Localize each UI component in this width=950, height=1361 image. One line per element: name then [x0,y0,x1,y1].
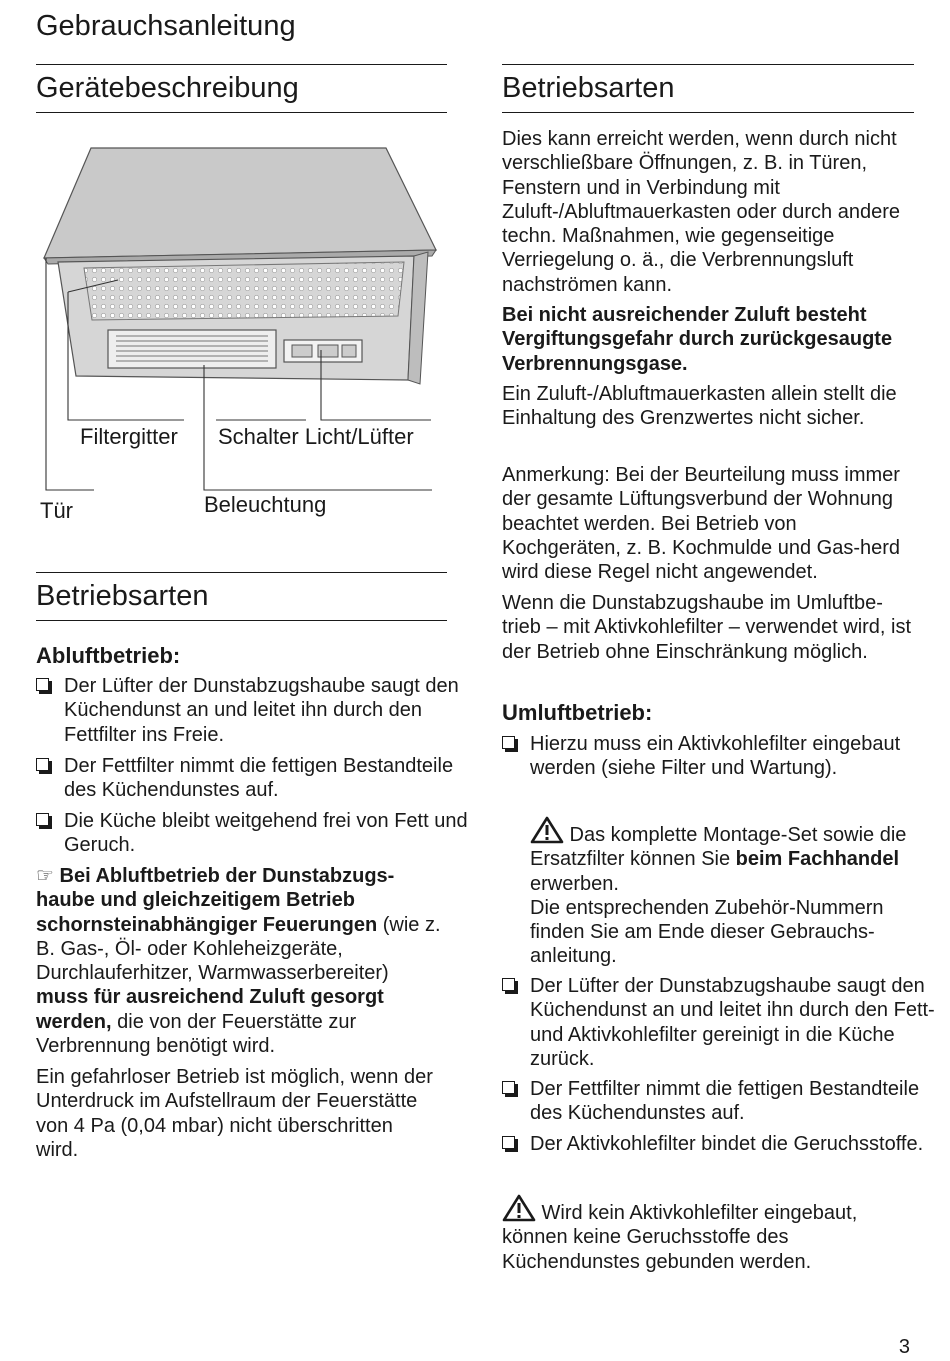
list-item: Der Lüfter der Dunstabzugshaube saugt den Küchendunst an und leitet ihn durch den Fettfilter ins Freie. [36,674,474,747]
paragraph-wall-box: Ein Zuluft-/Abluftmauerkasten allein stellt die Einhaltung des Grenzwertes nicht sicher. [502,383,897,430]
paragraph-safe-operation: Ein gefahrloser Betrieb ist möglich, wenn der Unterdruck im Aufstellraum der Feuerstätte von 4 Pa (0,04 mbar) nicht überschritten wird. [36,1066,433,1161]
checkbox-square-icon [36,758,49,771]
divider [36,572,447,573]
divider [36,64,447,65]
checkbox-square-icon [36,813,49,826]
list-item: Die Küche bleibt weitgehend frei von Fett und Geruch. [36,809,474,858]
paragraph-remark: Anmerkung: Bei der Beurteilung muss immer der gesamte Lüftungsverbund der Wohnung beachtet werden. Bei Betrieb von Kochgeräten, z. B. Kochmulde und Gas-herd wird diese Regel nicht angewendet. [502,464,901,584]
subheading-exhaust: Abluftbetrieb: [36,643,181,668]
document-title: Gebrauchsanleitung [36,10,296,42]
paragraph-warning-bold: Bei nicht ausreichender Zuluft besteht Vergiftungsgefahr durch zurückgesaugte Verbrennungsgase. [502,304,893,375]
section-title-device: Gerätebeschreibung [36,72,299,104]
page-number: 3 [898,1336,910,1358]
warning-montage-set: Das komplette Montage-Set sowie die Ersatzfilter können Sie beim Fachhandel erwerben. Die entsprechenden Zubehör-Nummern finden Sie am Ende dieser Gebrauchs-anleitung. [530,816,912,969]
checkbox-square-icon [502,1081,515,1094]
filter-grid [84,262,404,320]
paragraph-recirculation-note: Wenn die Dunstabzugshaube im Umluftbe-trieb – mit Aktivkohlefilter – verwendet wird, ist der Betrieb ohne Einschränkung möglich. [502,592,912,663]
paragraph-air-supply: Dies kann erreicht werden, wenn durch nicht verschließbare Öffnungen, z. B. in Türen, Fenstern und in Verbindung mit Zuluft-/Abluftmauerkasten oder durch andere techn. Maßnahmen, wie gegenseitige Verriegelung o. ä., die Verbrennungsluft nachströmen kann. [502,128,900,296]
warning-triangle-icon [530,816,564,844]
list-item: Der Aktivkohlefilter bindet die Geruchsstoffe. [502,1132,942,1156]
pointing-hand-icon: ☞ [36,865,54,887]
checkbox-square-icon [502,978,515,991]
checkbox-square-icon [502,736,515,749]
subheading-recirculation: Umluftbetrieb: [502,700,653,725]
list-item: Der Fettfilter nimmt die fettigen Bestandteile des Küchendunstes auf. [502,1077,942,1126]
divider [502,112,914,113]
label-switch: Schalter Licht/Lüfter [218,424,414,449]
label-light: Beleuchtung [204,492,327,517]
list-item: Hierzu muss ein Aktivkohlefilter eingebaut werden (siehe Filter und Wartung). [502,732,910,781]
section-title-modes: Betriebsarten [36,580,209,612]
hood-door [44,148,436,258]
label-filter-grid: Filtergitter [80,424,178,449]
warning-triangle-icon [502,1194,536,1222]
label-door: Tür [40,498,73,523]
divider [36,620,447,621]
divider [36,112,447,113]
checkbox-square-icon [502,1136,515,1149]
list-item: Der Fettfilter nimmt die fettigen Bestandteile des Küchendunstes auf. [36,754,474,803]
divider [502,64,914,65]
note-exhaust: ☞ Bei Abluftbetrieb der Dunstabzugs-haube und gleichzeitigem Betrieb schornsteinabhängiger Feuerungen (wie z. B. Gas-, Öl- oder Kohleheizgeräte, Durchlauferhitzer, Warmwasserbereiter) muss für ausreichend Zuluft gesorgt werden, die von der Feuerstätte zur Verbrennung benötigt wird. [36,865,441,1058]
warning-no-carbon-filter: Wird kein Aktivkohlefilter eingebaut, können keine Geruchsstoffe des Küchendunstes gebunden werden. [502,1194,914,1274]
checkbox-square-icon [36,678,49,691]
range-hood-illustration [36,140,447,540]
section-title-modes-right: Betriebsarten [502,72,675,104]
list-item: Der Lüfter der Dunstabzugshaube saugt den Küchendunst an und leitet ihn durch den Fett- und Aktivkohlefilter gereinigt in die Küche zurück. [502,974,942,1071]
